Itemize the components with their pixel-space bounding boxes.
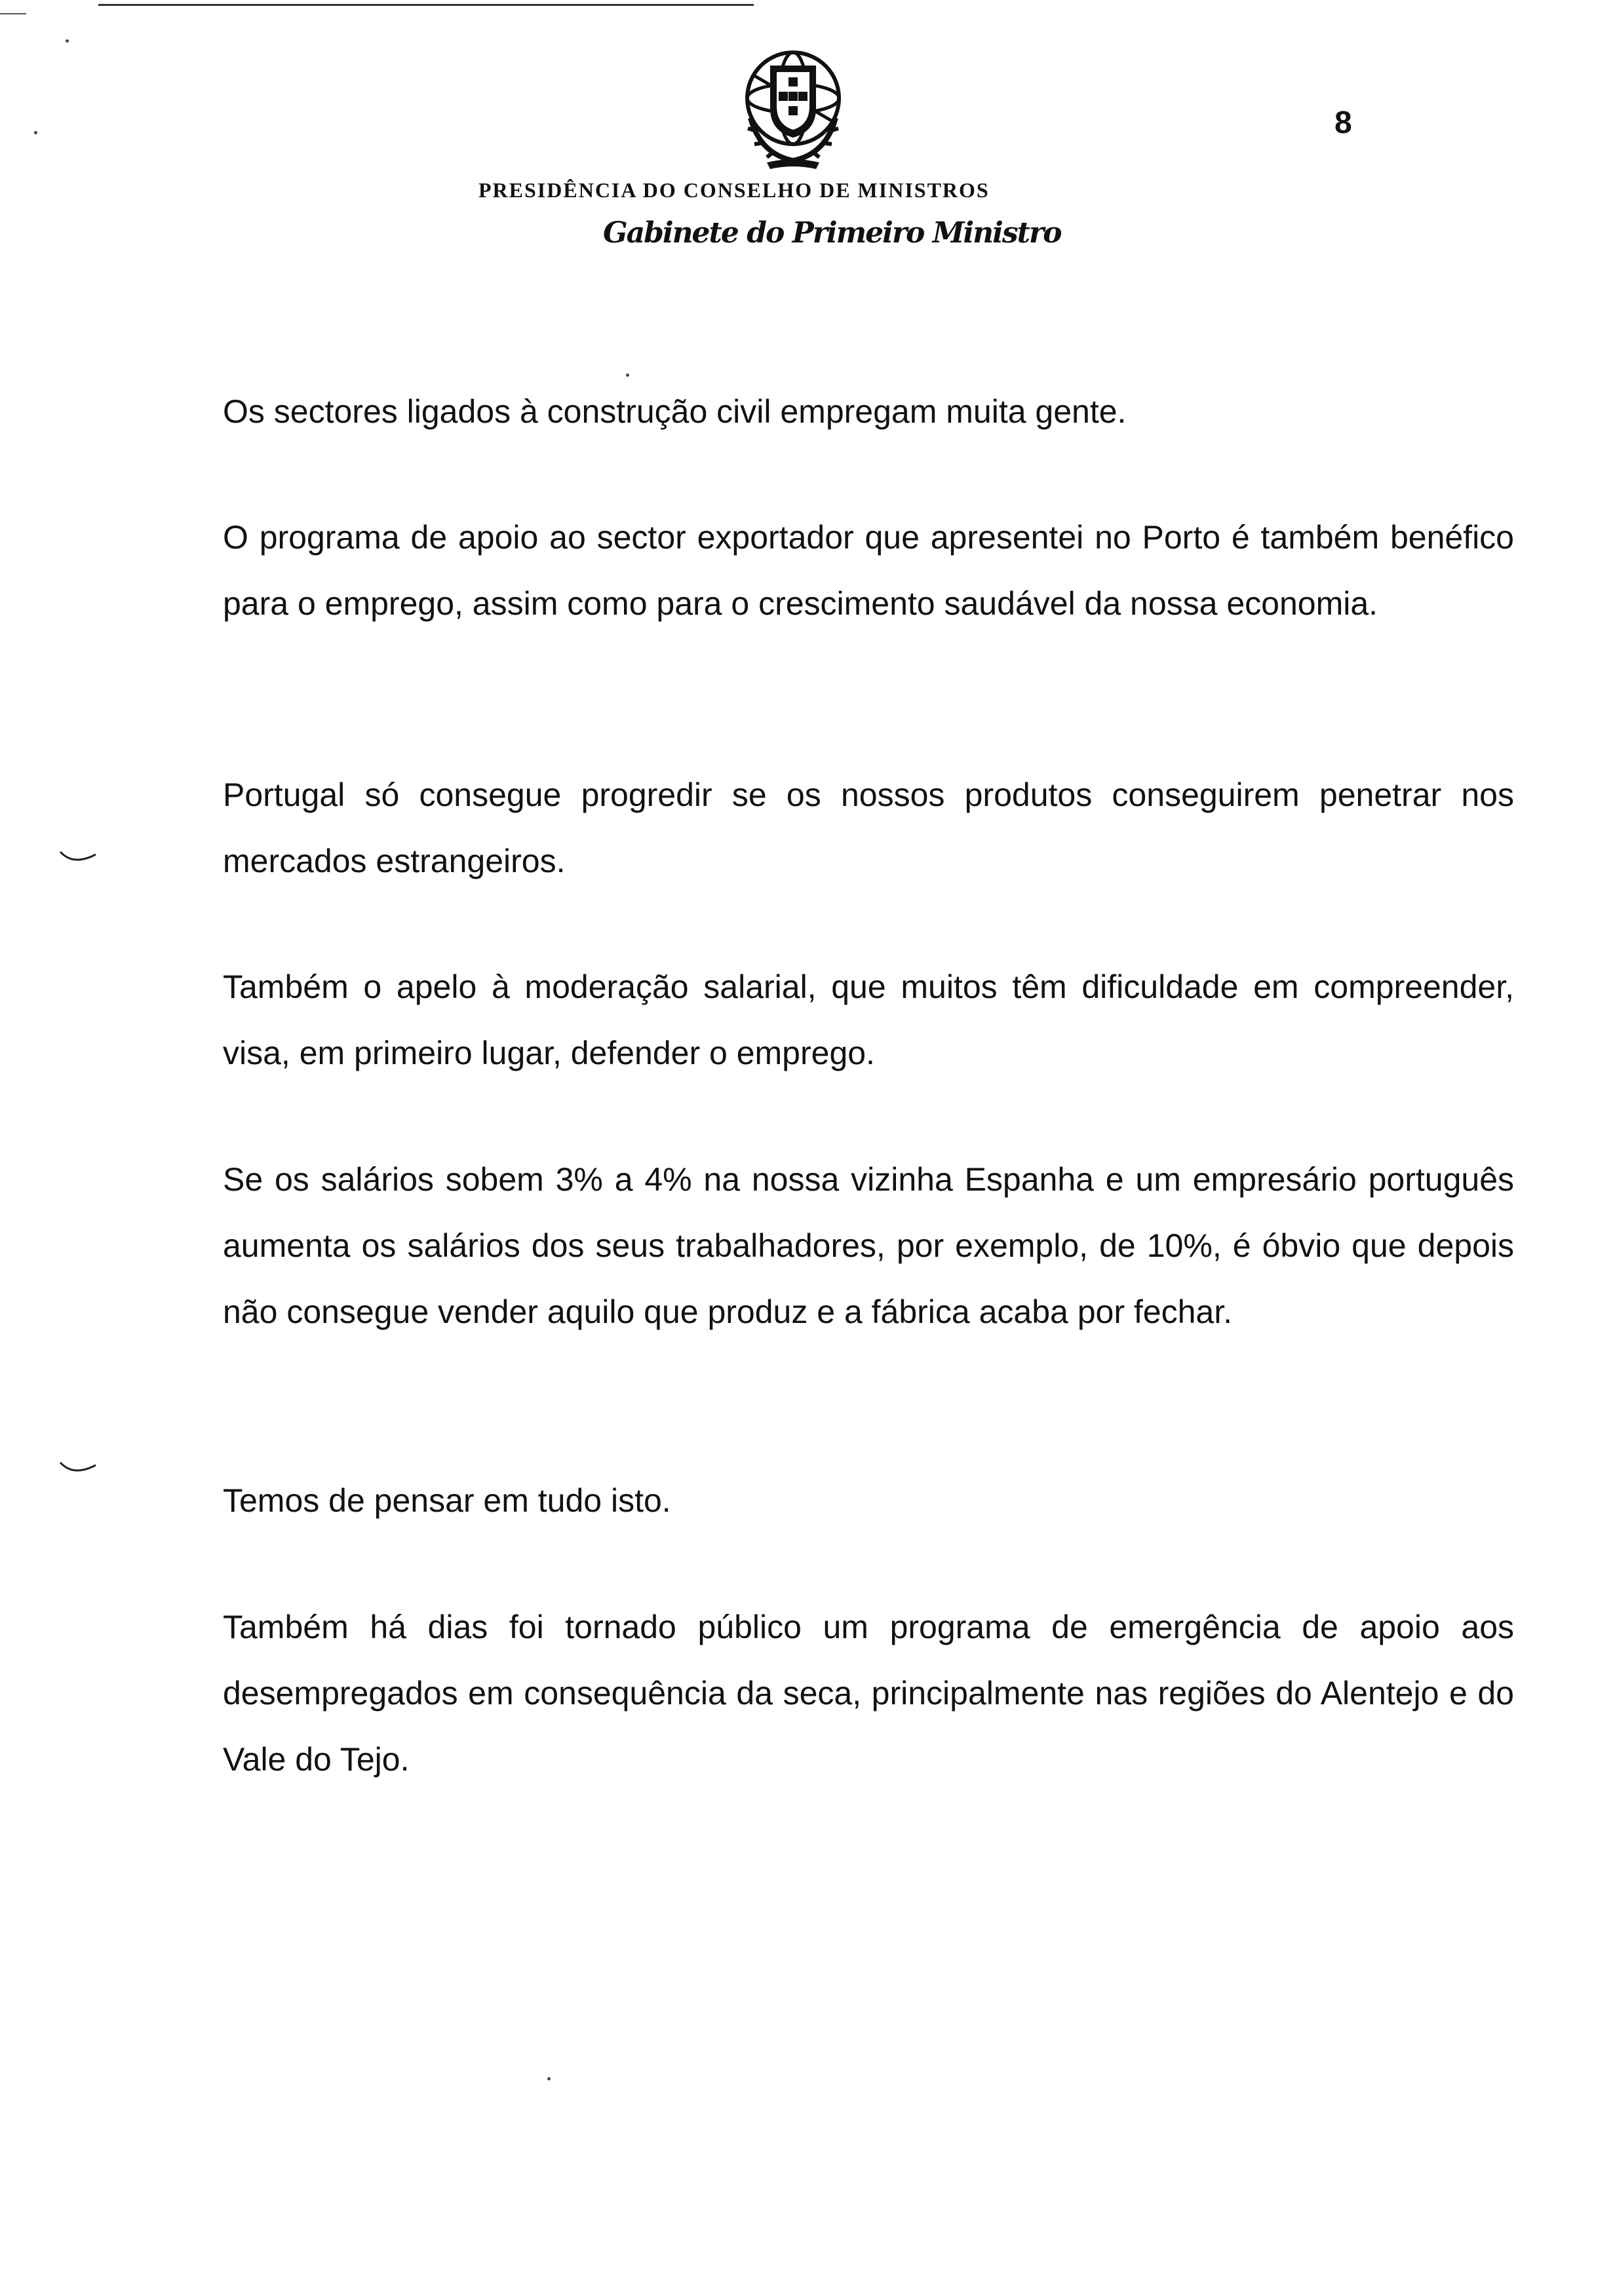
- portuguese-coat-of-arms-icon: [741, 46, 846, 170]
- paragraph: Também o apelo à moderação salarial, que muitos têm dificuldade em compreender, visa, em primeiro lugar, defender o emprego.: [223, 968, 1514, 1071]
- paragraph: O programa de apoio ao sector exportador que apresentei no Porto é também benéfico para o emprego, assim como para o crescimento saudável da nossa economia.: [223, 519, 1514, 622]
- scan-speck: [66, 39, 69, 43]
- scan-artifact-line: [98, 4, 754, 6]
- cabinet-subheading: Gabinete do Primeiro Ministro: [603, 216, 1061, 250]
- scan-speck: [626, 373, 629, 377]
- paragraph: Os sectores ligados à construção civil empregam muita gente.: [223, 393, 1127, 430]
- paragraph: Portugal só consegue progredir se os nossos produtos conseguirem penetrar nos mercados estrangeiros.: [223, 776, 1514, 879]
- institution-heading: PRESIDÊNCIA DO CONSELHO DE MINISTROS: [478, 178, 990, 202]
- tick-mark-icon: [59, 1460, 98, 1480]
- paragraph: Também há dias foi tornado público um programa de emergência de apoio aos desempregados em consequência da seca, principalmente nas regiões do Alentejo e do Vale do Tejo.: [223, 1609, 1514, 1778]
- scan-speck: [34, 131, 37, 134]
- paragraph: Temos de pensar em tudo isto.: [223, 1482, 671, 1519]
- scan-speck: [547, 2077, 551, 2080]
- scan-artifact-line-left: [0, 13, 26, 14]
- paragraph: Se os salários sobem 3% a 4% na nossa vizinha Espanha e um empresário português aumenta os salários dos seus trabalhadores, por exemplo, de 10%, é óbvio que depois não consegue vender aquilo que produz e a fábrica acaba por fechar.: [223, 1161, 1514, 1330]
- tick-mark-icon: [59, 849, 98, 869]
- page-number: 8: [1334, 105, 1352, 140]
